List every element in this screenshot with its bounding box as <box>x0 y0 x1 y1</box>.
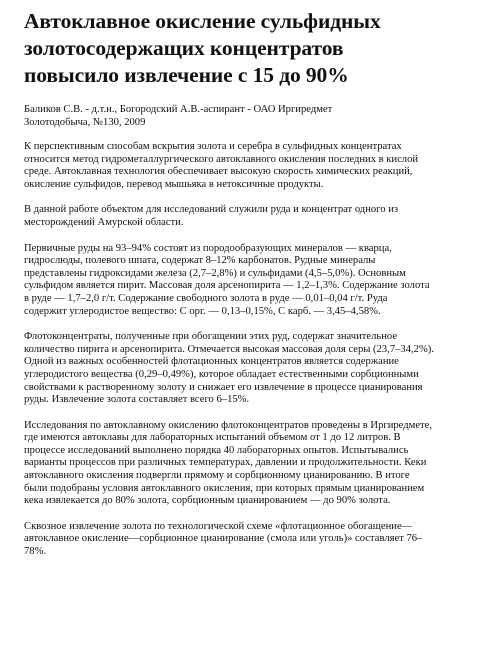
paragraph-conclusion <box>24 521 486 559</box>
text-line: гидрослюды, полевого шпата, содержат 8–12% карбонатов. Рудные минералы <box>24 255 376 267</box>
title-line: Автоклавное окисление сульфидных <box>24 9 381 33</box>
document-page <box>24 8 486 572</box>
text-line: Сквозное извлечение золота по технологической схеме «флотационное обогащение— <box>24 520 413 532</box>
text-line: варианты процессов при различных температурах, давлении и продолжительности. Кеки <box>24 457 427 469</box>
text-line: относится метод гидрометаллургического автоклавного окисления последних в кислой <box>24 153 419 165</box>
text-line: в руде — 1,7–2,0 г/т. Содержание свободного золота в руде — 0,01–0,04 г/т. Руда <box>24 292 388 304</box>
text-line: углеродистого вещества (0,29–0,49%), которое обладает естественными сорбционными <box>24 368 419 380</box>
text-line: руды. Извлечение золота составляет всего 6–15%. <box>24 394 250 406</box>
text-line: Первичные руды на 93–94% состоят из породообразующих минералов — кварца, <box>24 242 392 254</box>
text-line: автоклавное окисление—сорбционное цианирование (смола или уголь)» составляет 76– <box>24 533 423 545</box>
title-line: повысило извлечение с 15 до 90% <box>24 63 349 87</box>
article-byline <box>24 103 486 129</box>
paragraph-concentrates <box>24 331 486 407</box>
text-line: 78%. <box>24 546 47 558</box>
authors-line: Баликов С.В. - д.т.н., Богородский А.В.-аспирант - ОАО Иргиредмет <box>24 104 333 115</box>
text-line: месторождений Амурской области. <box>24 216 184 228</box>
paragraph-object <box>24 204 486 229</box>
text-line: К перспективным способам вскрытия золота и серебра в сульфидных концентратах <box>24 141 402 152</box>
text-line: процессе исследований выполнено порядка 40 лабораторных опытов. Испытывались <box>24 444 409 456</box>
paragraph-intro <box>24 141 486 191</box>
text-line: В данной работе объектом для исследований служили руда и концентрат одного из <box>24 204 399 216</box>
text-line: были подобраны условия автоклавного окисления, при которых прямым цианированием <box>24 482 425 494</box>
text-line: окисление сульфидов, перевод мышьяка в нетоксичные продукты. <box>24 178 324 190</box>
source-line: Золотодобыча, №130, 2009 <box>24 117 146 128</box>
text-line: автоклавного окисления подвергли прямому и сорбционному цианированию. В итоге <box>24 470 410 482</box>
title-line: золотосодержащих концентратов <box>24 36 344 60</box>
text-line: представлены гидроксидами железа (2,7–2,8%) и сульфидами (4,5–5,0%). Основным <box>24 267 406 279</box>
text-line: кека извлекается до 80% золота, сорбционным цианированием — до 90% золота. <box>24 495 391 507</box>
text-line: содержит углеродистое вещество: С орг. — 0,13–0,15%, С карб. — 3,45–4,58%. <box>24 305 381 317</box>
text-line: свойствами к растворенному золоту и снижает его извлечение в процессе цианирования <box>24 381 423 393</box>
article-title <box>24 8 486 89</box>
paragraph-research <box>24 420 486 508</box>
text-line: Исследования по автоклавному окислению флотоконцентратов проведены в Иргиредмете, <box>24 419 433 431</box>
paragraph-ores <box>24 243 486 319</box>
text-line: количество пирита и арсенопирита. Отмечается высокая массовая доля серы (23,7–34,2%). <box>24 343 434 355</box>
text-line: среде. Автоклавная технология обеспечивает высокую скорость химических реакций, <box>24 166 413 178</box>
text-line: сульфидом является пирит. Массовая доля арсенопирита — 1,2–1,3%. Содержание золота <box>24 280 430 292</box>
text-line: где имеются автоклавы для лабораторных испытаний объемом от 1 до 12 литров. В <box>24 432 401 444</box>
text-line: Одной из важных особенностей флотационных концентратов является содержание <box>24 356 399 368</box>
text-line: Флотоконцентраты, полученные при обогащении этих руд, содержат значительное <box>24 331 398 343</box>
